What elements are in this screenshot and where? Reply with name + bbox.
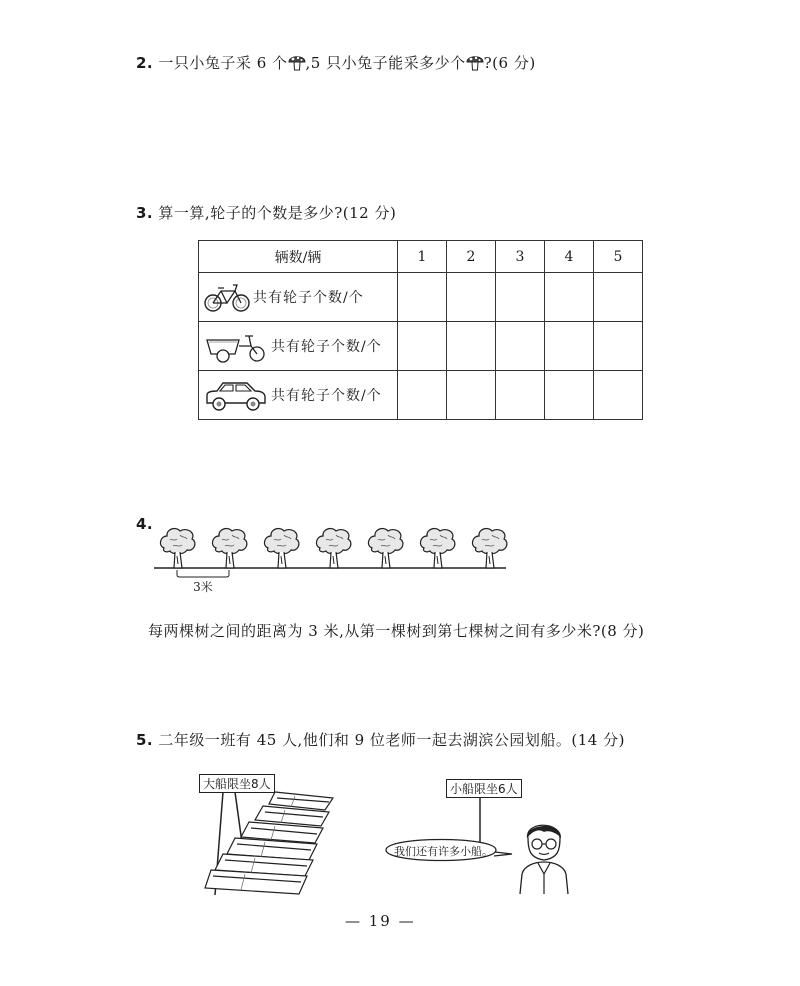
table-column-header: 3 — [496, 241, 545, 273]
table-column-header: 4 — [545, 241, 594, 273]
row-label-cell — [199, 322, 398, 371]
answer-cell[interactable] — [594, 273, 643, 322]
table-column-header: 1 — [398, 241, 447, 273]
question-text: 算一算,轮子的个数是多少?(12 分) — [158, 204, 397, 222]
answer-cell[interactable] — [545, 322, 594, 371]
answer-cell[interactable] — [496, 322, 545, 371]
answer-cell[interactable] — [447, 371, 496, 420]
question-number: 5. — [136, 731, 154, 749]
question-text-part: ,5 只小兔子能采多少个 — [305, 54, 466, 72]
question-text: 每两棵树之间的距离为 3 米,从第一棵树到第七棵树之间有多少米?(8 分) — [148, 622, 645, 640]
big-boat-sign: 大船限坐8人 — [199, 774, 275, 793]
tree-row-diagram — [150, 518, 510, 598]
question-text-part: 一只小兔子采 6 个 — [158, 54, 288, 72]
small-boat-sign: 小船限坐6人 — [446, 779, 522, 798]
answer-cell[interactable] — [545, 371, 594, 420]
tree-icon — [160, 529, 194, 568]
table-header-row — [199, 241, 643, 273]
question-score: ?(6 分) — [483, 54, 536, 72]
question-3 — [136, 202, 396, 223]
tree-icon — [212, 529, 246, 568]
answer-cell[interactable] — [398, 322, 447, 371]
speech-text: 我们还有许多小船。 — [394, 845, 493, 858]
car-icon — [203, 377, 269, 413]
row-label-cell — [199, 273, 398, 322]
question-4-text — [148, 620, 644, 641]
row-label: 共有轮子个数/个 — [253, 290, 364, 306]
tricycle-icon — [203, 328, 269, 364]
teacher-icon — [514, 818, 574, 896]
answer-cell[interactable] — [496, 371, 545, 420]
page-number: — 19 — — [345, 912, 416, 930]
question-number: 4. — [136, 515, 154, 533]
table-column-header: 5 — [594, 241, 643, 273]
answer-cell[interactable] — [447, 322, 496, 371]
answer-cell[interactable] — [398, 371, 447, 420]
tree-icon — [420, 529, 454, 568]
table-row — [199, 371, 643, 420]
question-number: 2. — [136, 54, 154, 72]
row-label-cell — [199, 371, 398, 420]
answer-cell[interactable] — [545, 273, 594, 322]
answer-cell[interactable] — [447, 273, 496, 322]
answer-cell[interactable] — [496, 273, 545, 322]
mushroom-icon — [466, 53, 484, 71]
tree-icon — [368, 529, 402, 568]
distance-label: 3米 — [193, 580, 213, 594]
question-text: 二年级一班有 45 人,他们和 9 位老师一起去湖滨公园划船。(14 分) — [158, 731, 625, 749]
wheel-count-table — [198, 240, 643, 420]
table-column-header: 2 — [447, 241, 496, 273]
answer-cell[interactable] — [594, 371, 643, 420]
question-number: 3. — [136, 204, 154, 222]
bicycle-icon — [203, 279, 251, 315]
answer-cell[interactable] — [594, 322, 643, 371]
mushroom-icon — [288, 53, 306, 71]
tree-icon — [264, 529, 298, 568]
table-row — [199, 273, 643, 322]
row-label: 共有轮子个数/个 — [271, 388, 382, 404]
tree-icon — [316, 529, 350, 568]
distance-bracket — [177, 570, 229, 577]
table-row — [199, 322, 643, 371]
answer-cell[interactable] — [398, 273, 447, 322]
question-5 — [136, 729, 625, 750]
question-2 — [136, 52, 536, 73]
row-label: 共有轮子个数/个 — [271, 339, 382, 355]
tree-icon — [472, 529, 506, 568]
table-header-label: 辆数/辆 — [199, 241, 398, 273]
